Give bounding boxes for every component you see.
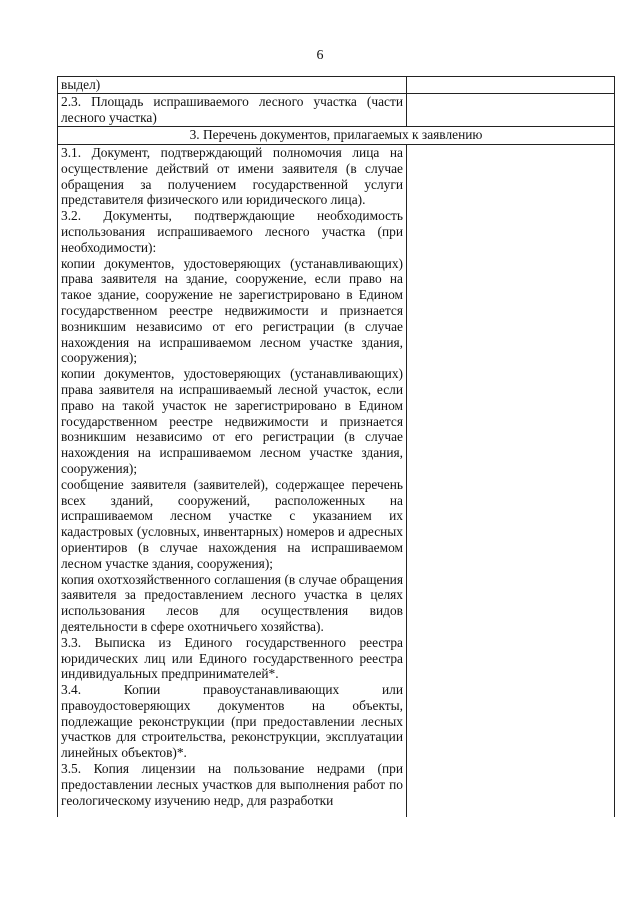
table-row bbox=[58, 77, 615, 94]
row-label: выдел) bbox=[58, 77, 407, 94]
row-label: 2.3. Площадь испрашиваемого лесного участка (части лесного участка) bbox=[58, 94, 407, 127]
document-item: 3.1. Документ, подтверждающий полномочия лица на осуществление действий от имени заявителя (в случае обращения за получением государственной услуги представителя физического или юридического лица). bbox=[61, 145, 403, 208]
documents-list bbox=[58, 145, 407, 818]
document-item: копии документов, удостоверяющих (устанавливающих) права заявителя на здание, сооружение, если право на такое здание, сооружение не зарегистрировано в Едином государственном реестре недвижимости и признается возникшим независимо от его регистрации (в случае нахождения на испрашиваемом лесном участке здания, сооружения); bbox=[61, 255, 403, 366]
document-item: 3.5. Копия лицензии на пользование недрами (при предоставлении лесных участков для выполнения работ по геологическому изучению недр, для разработки bbox=[61, 761, 403, 808]
document-item: сообщение заявителя (заявителей), содержащее перечень всех зданий, сооружений, расположенных на испрашиваемом лесном участке с указанием их кадастровых (условных, инвентарных) номеров и адресных ориентиров (в случае нахождения на испрашиваемом лесном участке здания, сооружения); bbox=[61, 476, 403, 571]
table-row bbox=[58, 94, 615, 127]
section-header-row bbox=[58, 127, 615, 145]
documents-value-cell[interactable] bbox=[407, 145, 615, 818]
page-number: 6 bbox=[316, 48, 324, 63]
application-form-table bbox=[57, 76, 615, 817]
row-value-cell[interactable] bbox=[407, 77, 615, 94]
document-item: 3.2. Документы, подтверждающие необходимость использования испрашиваемого лесного участка (при необходимости): bbox=[61, 208, 403, 255]
documents-row bbox=[58, 145, 615, 818]
document-item: копии документов, удостоверяющих (устанавливающих) права заявителя на испрашиваемый лесной участок, если право на такой участок не зарегистрировано в Едином государственном реестре недвижимости и признается возникшим независимо от его регистрации (в случае нахождения на испрашиваемом лесном участке здания, сооружения); bbox=[61, 366, 403, 476]
document-item: 3.4. Копии правоустанавливающих или правоудостоверяющих документов на объекты, подлежащие реконструкции (при предоставлении лесных участков для строительства, реконструкции, эксплуатации линейных объектов)*. bbox=[61, 682, 403, 761]
row-value-cell[interactable] bbox=[407, 94, 615, 127]
document-item: 3.3. Выписка из Единого государственного реестра юридических лиц или Единого государственного реестра индивидуальных предпринимателей*. bbox=[61, 634, 403, 682]
document-item: копия охотхозяйственного соглашения (в случае обращения заявителя за предоставлением лесного участка в целях использования лесов для осуществления видов деятельности в сфере охотничьего хозяйства). bbox=[61, 571, 403, 634]
section-header: 3. Перечень документов, прилагаемых к заявлению bbox=[58, 127, 615, 145]
